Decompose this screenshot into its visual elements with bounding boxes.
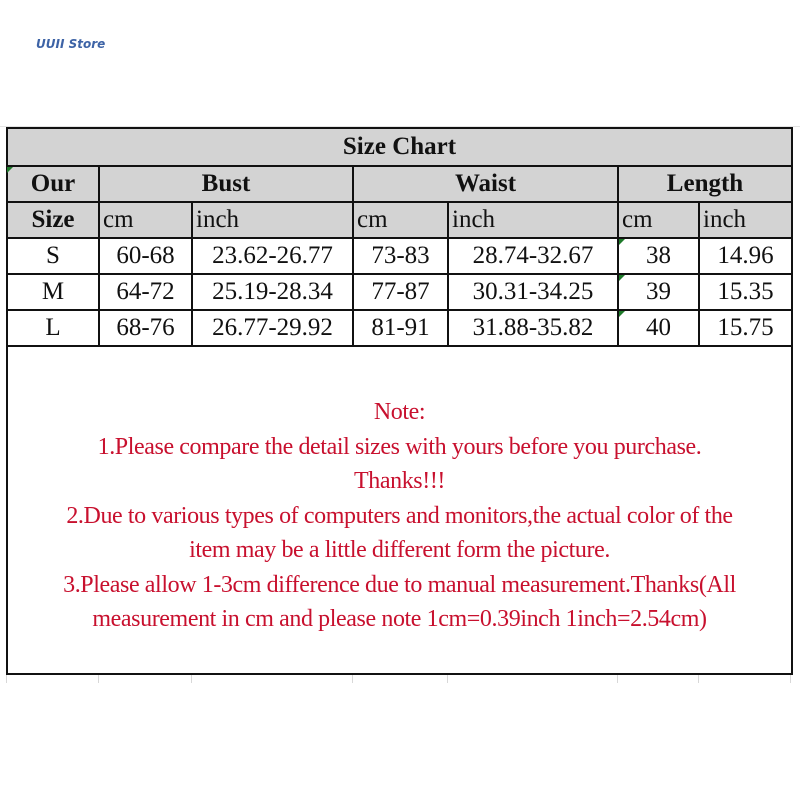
bust-cm-header: cm (99, 202, 192, 238)
note-line: measurement in cm and please note 1cm=0.39inch 1inch=2.54cm) (92, 606, 707, 632)
length-cm-header: cm (618, 202, 699, 238)
length-cm-cell: 39 (618, 274, 699, 310)
length-cm-cell: 40 (618, 310, 699, 346)
waist-inch-header: inch (448, 202, 618, 238)
length-header: Length (618, 166, 792, 202)
length-inch-cell: 15.75 (699, 310, 792, 346)
table-row (7, 238, 792, 274)
table-row (7, 310, 792, 346)
our-size-header (7, 166, 99, 202)
waist-header: Waist (353, 166, 618, 202)
length-inch-header: inch (699, 202, 792, 238)
waist-cm-header: cm (353, 202, 448, 238)
bust-cm-cell: 60-68 (99, 238, 192, 274)
note-line: 2.Due to various types of computers and monitors,the actual color of the (66, 502, 733, 529)
note-line: item may be a little different form the picture. (189, 537, 610, 563)
length-cm-cell: 38 (618, 238, 699, 274)
waist-inch-cell: 31.88-35.82 (448, 310, 618, 346)
waist-inch-cell: 30.31-34.25 (448, 274, 618, 310)
size-cell: M (7, 274, 99, 310)
size-cell: L (7, 310, 99, 346)
cell-comment-marker-icon (619, 239, 625, 245)
note-line: 3.Please allow 1-3cm difference due to manual measurement.Thanks(All (63, 571, 736, 598)
our-size-header-line1: Our (30, 170, 76, 197)
size-chart-table (6, 127, 793, 675)
bust-inch-header: inch (192, 202, 353, 238)
waist-cm-cell: 81-91 (353, 310, 448, 346)
bust-inch-cell: 26.77-29.92 (192, 310, 353, 346)
bust-cm-cell: 68-76 (99, 310, 192, 346)
length-inch-cell: 15.35 (699, 274, 792, 310)
cell-comment-marker-icon (619, 275, 625, 281)
waist-cm-cell: 77-87 (353, 274, 448, 310)
waist-inch-cell: 28.74-32.67 (448, 238, 618, 274)
table-row (7, 274, 792, 310)
cell-comment-marker-icon (7, 167, 13, 173)
note-line: Thanks!!! (353, 468, 446, 494)
bust-inch-cell: 25.19-28.34 (192, 274, 353, 310)
our-size-header-line2: Size (7, 202, 99, 238)
note-line: 1.Please compare the detail sizes with yours before you purchase. (97, 433, 702, 460)
size-cell: S (7, 238, 99, 274)
length-inch-cell: 14.96 (699, 238, 792, 274)
cell-comment-marker-icon (619, 311, 625, 317)
waist-cm-cell: 73-83 (353, 238, 448, 274)
bust-cm-cell: 64-72 (99, 274, 192, 310)
size-chart-title: Size Chart (7, 128, 792, 166)
notes-cell (7, 346, 792, 674)
bust-inch-cell: 23.62-26.77 (192, 238, 353, 274)
bust-header: Bust (99, 166, 353, 202)
store-brand-label: UUII Store (36, 37, 106, 51)
notes-block (8, 347, 791, 637)
note-heading: Note: (373, 399, 426, 425)
